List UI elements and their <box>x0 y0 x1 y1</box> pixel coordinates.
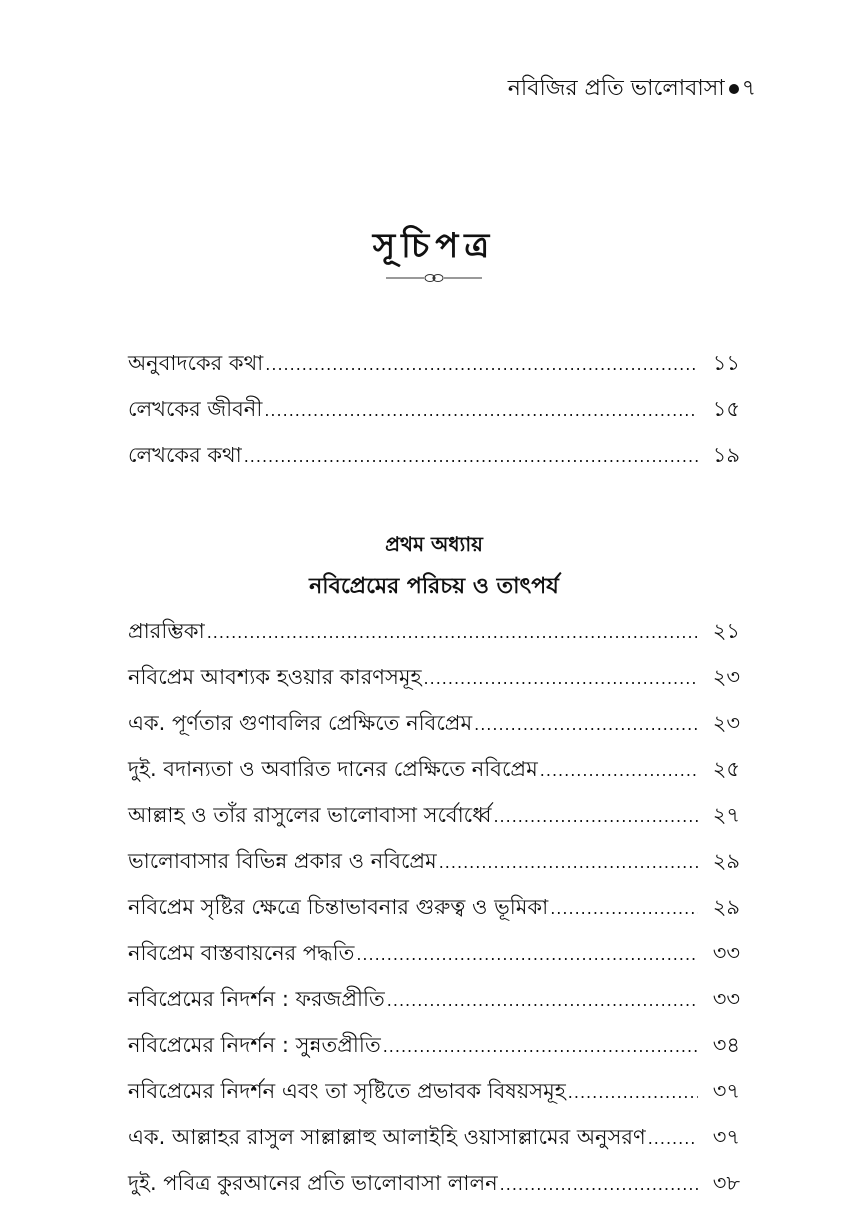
toc-entry-label: লেখকের জীবনী <box>128 397 263 421</box>
dot-leader <box>493 802 698 832</box>
dot-leader <box>540 756 698 786</box>
toc-entry[interactable] <box>128 616 740 662</box>
toc-entry-page: ১১ <box>712 351 740 375</box>
toc-entry-label: অনুবাদকের কথা <box>128 351 264 375</box>
toc-entry[interactable] <box>128 938 740 984</box>
dot-leader <box>383 1032 698 1062</box>
toc-entry-label: নবিপ্রেমের নিদর্শন : ফরজপ্রীতি <box>128 987 385 1011</box>
toc-entry-label: নবিপ্রেম আবশ্যক হওয়ার কারণসমূহ <box>128 665 422 689</box>
dot-leader <box>265 350 698 380</box>
dot-leader <box>424 664 698 694</box>
toc-entry-label: আল্লাহ ও তাঁর রাসুলের ভালোবাসা সর্বোর্ধ্বে <box>128 803 492 827</box>
toc-entry[interactable] <box>128 754 740 800</box>
chapter-number: প্রথম অধ্যায় <box>385 532 483 556</box>
dot-leader <box>387 986 698 1016</box>
dot-leader <box>439 848 698 878</box>
chapter-entries-list <box>128 616 740 1214</box>
dot-leader <box>500 1170 698 1200</box>
toc-entry-page: ৩৩ <box>712 941 740 965</box>
dot-leader <box>474 710 698 740</box>
toc-entry[interactable] <box>128 662 740 708</box>
running-head-title: নবিজির প্রতি ভালোবাসা <box>507 76 725 101</box>
toc-entry-label: প্রারম্ভিকা <box>128 619 205 643</box>
toc-entry-label: দুই. বদান্যতা ও অবারিত দানের প্রেক্ষিতে নবিপ্রেম <box>128 757 538 781</box>
toc-entry[interactable] <box>128 394 740 440</box>
toc-entry-page: ১৫ <box>712 397 740 421</box>
toc-entry-page: ২৫ <box>712 757 740 781</box>
toc-entry-page: ১৯ <box>712 443 740 467</box>
toc-entry-page: ৩৭ <box>712 1125 740 1149</box>
title-block <box>0 226 868 284</box>
toc-entry[interactable] <box>128 348 740 394</box>
toc-entry-label: এক. আল্লাহর রাসুল সাল্লাল্লাহু আলাইহি ওয়াসাল্লামের অনুসরণ <box>128 1125 646 1149</box>
toc-entry-label: নবিপ্রেম সৃষ্টির ক্ষেত্রে চিন্তাভাবনার গুরুত্ব ও ভূমিকা <box>128 895 549 919</box>
toc-entry-page: ২৯ <box>712 895 740 919</box>
toc-entry[interactable] <box>128 846 740 892</box>
toc-entry[interactable] <box>128 440 740 486</box>
toc-entry-label: লেখকের কথা <box>128 443 242 467</box>
toc-entry-page: ২৩ <box>712 711 740 735</box>
toc-entry-page: ৩৮ <box>712 1171 740 1195</box>
toc-entry-page: ২৩ <box>712 665 740 689</box>
toc-entry-label: ভালোবাসার বিভিন্ন প্রকার ও নবিপ্রেম <box>128 849 437 873</box>
toc-entry[interactable] <box>128 1076 740 1122</box>
toc-entry-label: দুই. পবিত্র কুরআনের প্রতি ভালোবাসা লালন <box>128 1171 498 1195</box>
chapter-title: নবিপ্রেমের পরিচয় ও তাৎপর্য <box>309 574 559 599</box>
toc-entry-page: ২১ <box>712 619 740 643</box>
toc-entry[interactable] <box>128 800 740 846</box>
toc-entry-page: ৩৩ <box>712 987 740 1011</box>
dot-leader <box>550 894 698 924</box>
dot-leader <box>356 940 698 970</box>
running-head <box>508 76 756 102</box>
front-matter-list <box>128 348 740 486</box>
toc-entry[interactable] <box>128 1030 740 1076</box>
toc-entry[interactable] <box>128 984 740 1030</box>
toc-entry[interactable] <box>128 708 740 754</box>
toc-entry-page: ২৭ <box>712 803 740 827</box>
page-title: সূচিপত্র <box>372 226 496 266</box>
toc-entry-page: ২৯ <box>712 849 740 873</box>
toc-entry[interactable] <box>128 1122 740 1168</box>
toc-entry-label: নবিপ্রেমের নিদর্শন : সুন্নতপ্রীতি <box>128 1033 381 1057</box>
page-number: ৭ <box>741 76 756 101</box>
toc-entry-label: এক. পূর্ণতার গুণাবলির প্রেক্ষিতে নবিপ্রেম <box>128 711 473 735</box>
dot-leader <box>648 1124 698 1154</box>
toc-entry-page: ৩৪ <box>712 1033 740 1057</box>
bullet-dot-icon <box>729 84 739 94</box>
toc-entry-label: নবিপ্রেম বাস্তবায়নের পদ্ধতি <box>128 941 355 965</box>
dot-leader <box>207 618 698 648</box>
toc-entry-label: নবিপ্রেমের নিদর্শন এবং তা সৃষ্টিতে প্রভাবক বিষয়সমূহ <box>128 1079 566 1103</box>
dot-leader <box>264 396 698 426</box>
toc-entry-page: ৩৭ <box>712 1079 740 1103</box>
ornament-divider-icon <box>386 272 482 284</box>
toc-entry[interactable] <box>128 892 740 938</box>
toc-entry[interactable] <box>128 1168 740 1214</box>
dot-leader <box>244 442 698 472</box>
dot-leader <box>568 1078 698 1108</box>
